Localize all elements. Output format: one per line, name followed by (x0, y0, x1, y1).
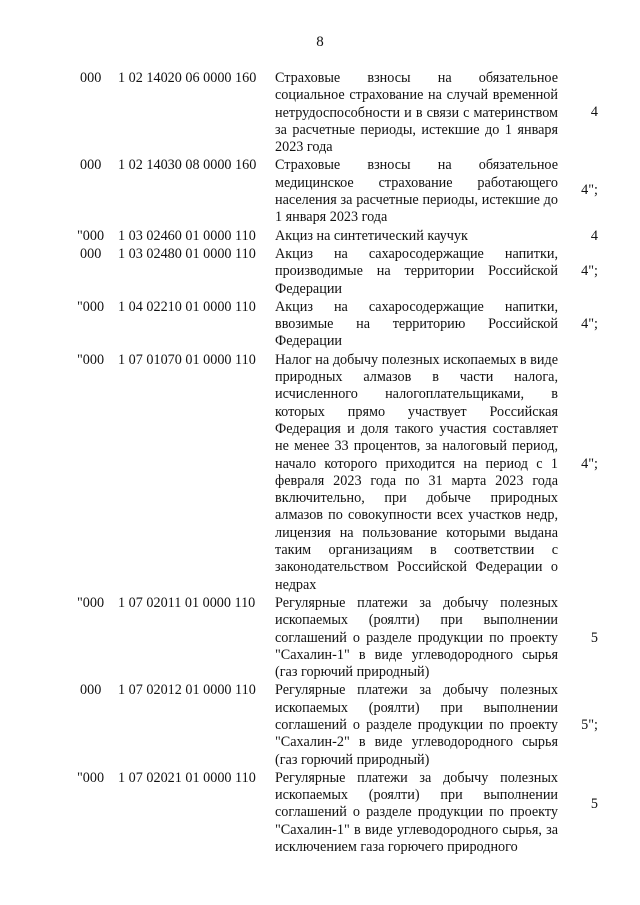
admin-code: "000 (77, 769, 105, 786)
table-row (0, 299, 640, 351)
revenue-name: Регулярные платежи за добычу полезных ископаемых (роялти) при выполнении соглашений о разделе продукции по проекту "Сахалин-1" в виде углеводородного сырья (газ горючий природный) (275, 594, 558, 681)
kbk-code: 1 07 02011 01 0000 110 (118, 594, 256, 611)
page-number: 8 (316, 34, 324, 50)
kbk-code: 1 07 01070 01 0000 110 (118, 351, 256, 368)
admin-code: "000 (77, 351, 105, 368)
table-row (0, 595, 640, 681)
table-row (0, 157, 640, 226)
admin-code: 000 (80, 245, 102, 262)
revenue-name: Страховые взносы на обязательное социальное страхование на случай временной нетрудоспособности и в связи с материнством за расчетные периоды, истекшие до 1 января 2023 года (275, 70, 558, 156)
admin-code: "000 (77, 227, 105, 244)
table-row (0, 770, 640, 856)
norm-value: 5"; (581, 717, 598, 734)
revenue-name: Страховые взносы на обязательное медицинское страхование работающего населения за расчетные периоды, истекшие до 1 января 2023 года (275, 157, 558, 226)
table-row (0, 352, 640, 594)
revenue-name: Акциз на сахаросодержащие напитки, ввозимые на территорию Российской Федерации (275, 298, 558, 350)
revenue-name: Регулярные платежи за добычу полезных ископаемых (роялти) при выполнении соглашений о разделе продукции по проекту "Сахалин-2" в виде углеводородного сырья (газ горючий природный) (275, 682, 558, 768)
norm-value: 4"; (581, 262, 598, 279)
table-row (0, 246, 640, 298)
norm-value: 4"; (581, 315, 598, 332)
revenue-name: Регулярные платежи за добычу полезных ископаемых (роялти) при выполнении соглашений о разделе продукции по проекту "Сахалин-1" в виде углеводородного сырья, за исключением газа горючего природного (275, 769, 558, 856)
budget-table (0, 70, 640, 857)
kbk-code: 1 03 02480 01 0000 110 (118, 245, 256, 262)
norm-value: 5 (590, 795, 598, 812)
table-row (0, 70, 640, 156)
kbk-code: 1 07 02021 01 0000 110 (118, 769, 256, 786)
revenue-name: Налог на добычу полезных ископаемых в виде природных алмазов в части налога, исчисленного налогоплательщиками, в которых прямо участвует Российская Федерация и доля такого участия составляет не менее 33 процентов, за налоговый период, начало которого приходится на период с 1 февраля 2023 года по 31 марта 2023 года включительно, при добыче природных алмазов по совокупности всех участков недр, лицензия на пользование которыми выдана таким организациям в соответствии с законодательством Российской Федерации о недрах (275, 351, 558, 593)
norm-value: 4"; (581, 455, 598, 472)
kbk-code: 1 02 14020 06 0000 160 (118, 70, 257, 86)
kbk-code: 1 03 02460 01 0000 110 (118, 227, 256, 244)
table-row (0, 682, 640, 768)
table-row (0, 228, 640, 245)
norm-value: 5 (590, 629, 598, 646)
admin-code: "000 (77, 594, 105, 611)
revenue-name: Акциз на сахаросодержащие напитки, производимые на территории Российской Федерации (275, 245, 558, 297)
admin-code: 000 (80, 70, 102, 86)
kbk-code: 1 02 14030 08 0000 160 (118, 157, 257, 174)
kbk-code: 1 04 02210 01 0000 110 (118, 298, 256, 315)
revenue-name: Акциз на синтетический каучук (275, 227, 468, 244)
norm-value: 4"; (581, 182, 598, 199)
admin-code: 000 (80, 682, 102, 699)
kbk-code: 1 07 02012 01 0000 110 (118, 682, 256, 699)
norm-value: 4 (590, 227, 598, 244)
admin-code: "000 (77, 298, 105, 315)
norm-value: 4 (590, 104, 598, 120)
admin-code: 000 (80, 157, 102, 174)
